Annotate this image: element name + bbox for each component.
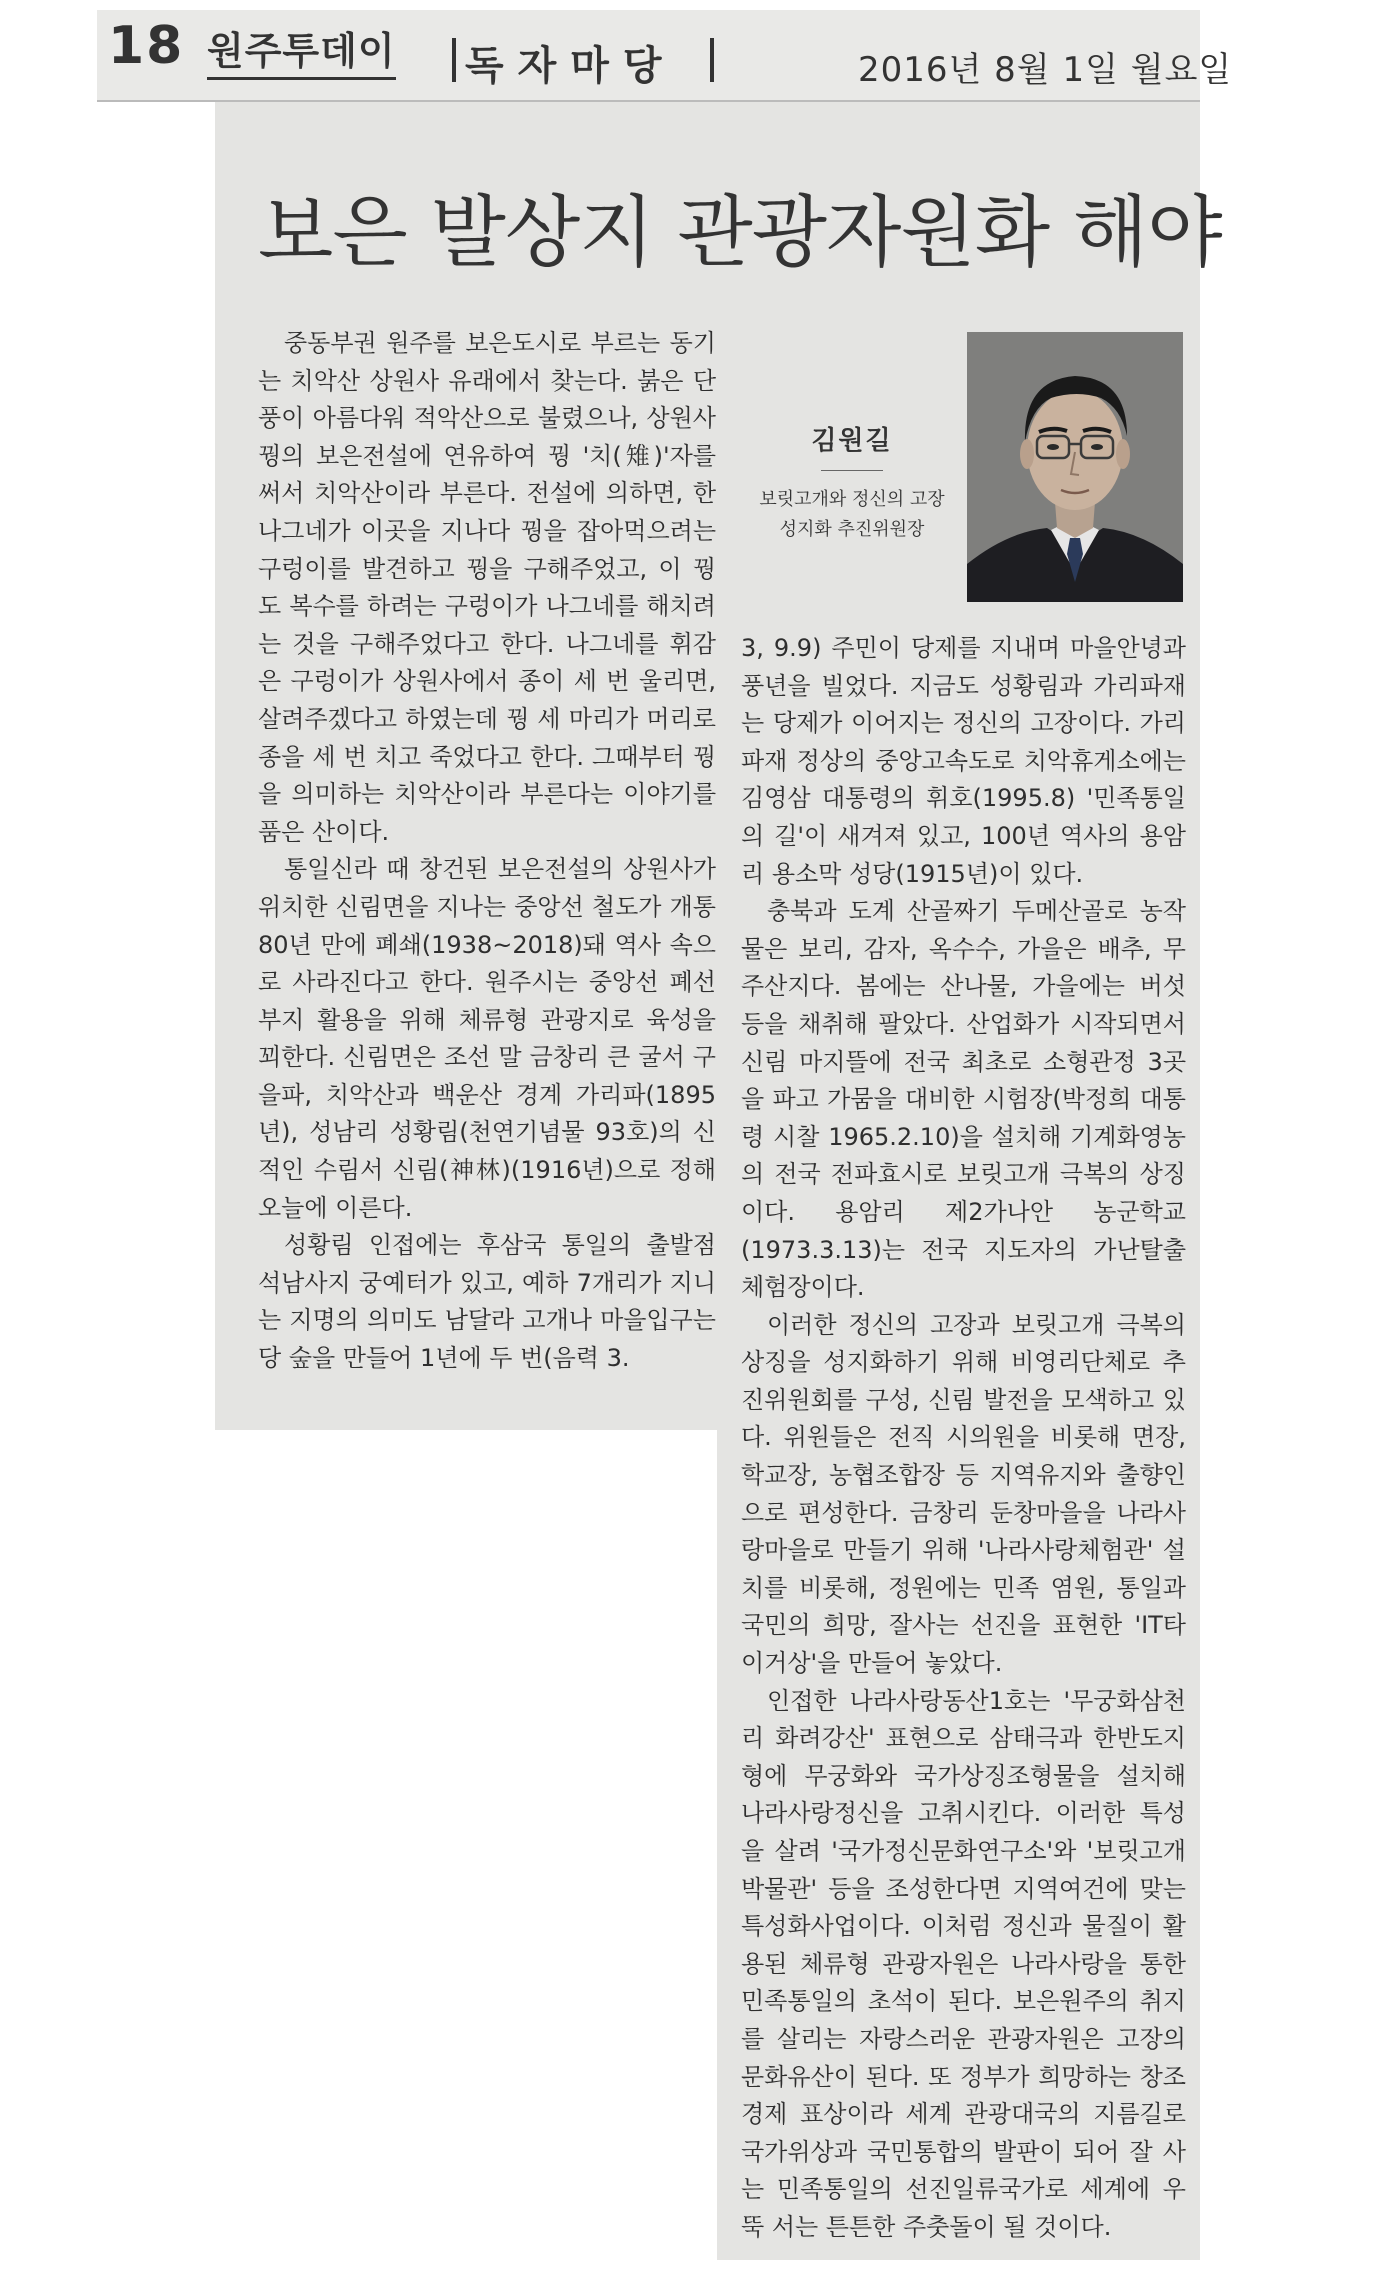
author-box	[741, 325, 963, 615]
article-headline: 보은 발상지 관광자원화 해야	[258, 188, 1222, 278]
section-divider-right	[710, 38, 714, 82]
author-name: 김원길	[811, 426, 893, 456]
header-rule	[97, 100, 1200, 102]
paragraph: 인접한 나라사랑동산1호는 '무궁화삼천리 화려강산' 표현으로 삼태극과 한반도지형에 무궁화와 국가상징조형물을 설치해 나라사랑정신을 고취시킨다. 이러한 특성을 살려 '국가정신문화연구소'와 '보릿고개박물관' 등을 조성한다면 지역여건에 맞는 특성화사업이다. 이처럼 정신과 물질이 활용된 체류형 관광자원은 나라사랑을 통한 민족통일의 초석이 된다. 보은원주의 취지를 살리는 자랑스러운 관광자원은 고장의 문화유산이 된다. 또 정부가 희망하는 창조경제 표상이라 세계 관광대국의 지름길로 국가위상과 국민통합의 발판이 되어 잘 사는 민족통일의 선진일류국가로 세계에 우뚝 서는 튼튼한 주춧돌이 될 것이다.	[741, 1686, 1186, 2241]
author-divider	[821, 470, 883, 471]
article-column-1	[258, 325, 716, 1378]
section-name: 독자마당	[465, 43, 676, 89]
author-role	[741, 485, 963, 545]
author-role-line-1: 보릿고개와 정신의 고장	[759, 489, 945, 510]
issue-date: 2016년 8월 1일 월요일	[858, 50, 1233, 90]
paragraph: 이러한 정신의 고장과 보릿고개 극복의 상징을 성지화하기 위해 비영리단체로 추진위원회를 구성, 신림 발전을 모색하고 있다. 위원들은 전직 시의원을 비롯해 면장, 학교장, 농협조합장 등 지역유지와 출향인으로 편성한다. 금창리 둔창마을을 나라사랑마을로 만들기 위해 '나라사랑체험관' 설치를 비롯해, 정원에는 민족 염원, 통일과 국민의 희망, 잘사는 선진을 표현한 'IT타이거상'을 만들어 놓았다.	[741, 1310, 1186, 1678]
paragraph: 3, 9.9) 주민이 당제를 지내며 마을안녕과 풍년을 빌었다. 지금도 성황림과 가리파재는 당제가 이어지는 정신의 고장이다. 가리파재 정상의 중앙고속도로 치악휴게소에는 김영삼 대통령의 휘호(1995.8) '민족통일의 길'이 새겨져 있고, 100년 역사의 용암리 용소막 성당(1915년)이 있다.	[741, 634, 1186, 888]
paragraph: 충북과 도계 산골짜기 두메산골로 농작물은 보리, 감자, 옥수수, 가을은 배추, 무 주산지다. 봄에는 산나물, 가을에는 버섯 등을 채취해 팔았다. 산업화가 시작되면서 신림 마지뜰에 전국 최초로 소형관정 3곳을 파고 가뭄을 대비한 시험장(박정희 대통령 시찰 1965.2.10)을 설치해 기계화영농의 전국 전파효시로 보릿고개 극복의 상징이다. 용암리 제2가나안 농군학교(1973.3.13)는 전국 지도자의 가난탈출 체험장이다.	[741, 897, 1186, 1302]
paragraph: 통일신라 때 창건된 보은전설의 상원사가 위치한 신림면을 지나는 중앙선 철도가 개통 80년 만에 폐쇄(1938~2018)돼 역사 속으로 사라진다고 한다. 원주시는 중앙선 폐선부지 활용을 위해 체류형 관광지로 육성을 꾀한다. 신림면은 조선 말 금창리 큰 굴서 구을파, 치악산과 백운산 경계 가리파(1895년), 성남리 성황림(천연기념물 93호)의 신적인 수림서 신림(神林)(1916년)으로 정해 오늘에 이른다.	[258, 855, 716, 1222]
article-column-2	[741, 630, 1186, 2247]
author-role-line-2: 성지화 추진위원장	[779, 519, 925, 540]
paragraph: 중동부권 원주를 보은도시로 부르는 동기는 치악산 상원사 유래에서 찾는다. 붉은 단풍이 아름다워 적악산으로 불렸으나, 상원사 꿩의 보은전설에 연유하여 꿩 '치(雉)'자를 써서 치악산이라 부른다. 전설에 의하면, 한 나그네가 이곳을 지나다 꿩을 잡아먹으려는 구렁이를 발견하고 꿩을 구해주었고, 이 꿩도 복수를 하려는 구렁이가 나그네를 해치려는 것을 구해주었다고 한다. 나그네를 휘감은 구렁이가 상원사에서 종이 세 번 울리면, 살려주겠다고 하였는데 꿩 세 마리가 머리로 종을 세 번 치고 죽었다고 한다. 그때부터 꿩을 의미하는 치악산이라 부른다는 이야기를 품은 산이다.	[258, 329, 716, 846]
section-divider-left	[452, 38, 456, 82]
paragraph: 성황림 인접에는 후삼국 통일의 출발점 석남사지 궁예터가 있고, 예하 7개리가 지니는 지명의 의미도 남달라 고개나 마을입구는 당 숲을 만들어 1년에 두 번(음력 3.	[258, 1231, 716, 1373]
paper-name: 원주투데이	[207, 20, 396, 80]
page-number: 18	[108, 16, 185, 76]
author-photo	[967, 332, 1183, 602]
